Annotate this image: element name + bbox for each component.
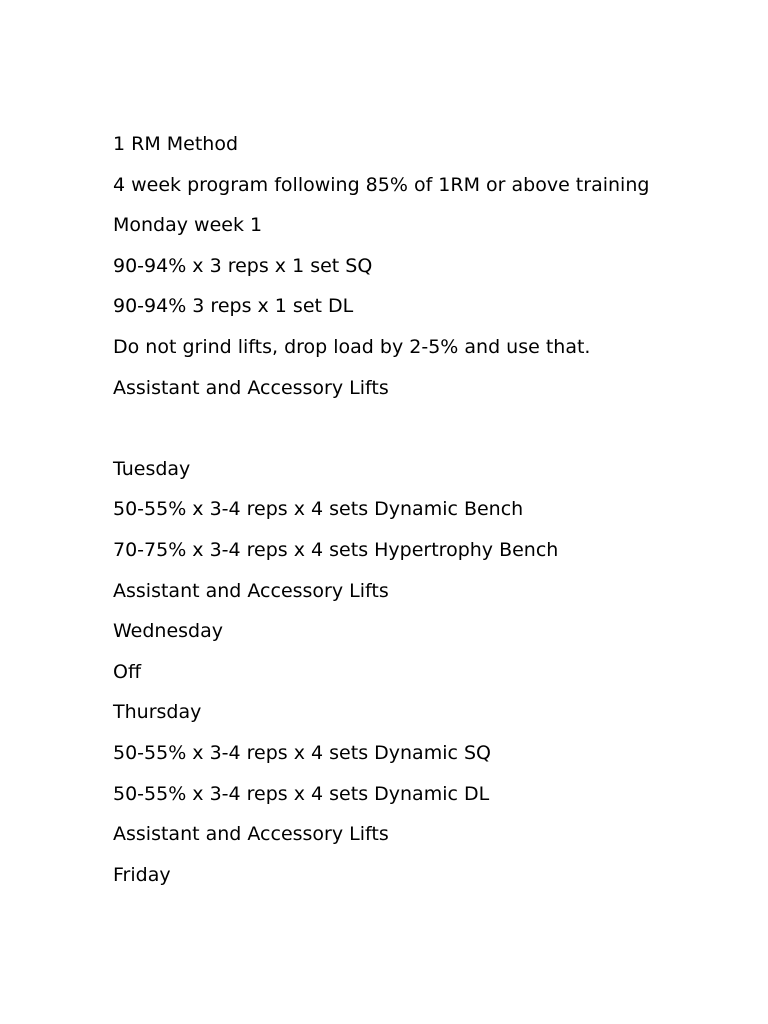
tuesday-line-2: 70-75% x 3-4 reps x 4 sets Hypertrophy Bench [113,538,559,561]
tuesday-line-1: 50-55% x 3-4 reps x 4 sets Dynamic Bench [113,498,524,521]
monday-line-2: 90-94% 3 reps x 1 set DL [113,295,354,318]
monday-line-1: 90-94% x 3 reps x 1 set SQ [113,254,373,277]
thursday-accessory: Assistant and Accessory Lifts [113,823,389,846]
day-heading-thursday: Thursday [113,701,202,724]
program-description: 4 week program following 85% of 1RM or above training [113,173,650,196]
day-heading-wednesday: Wednesday [113,620,224,643]
day-heading-tuesday: Tuesday [113,457,191,480]
monday-note: Do not grind lifts, drop load by 2-5% and use that. [113,335,591,358]
document-body [113,131,653,902]
doc-title: 1 RM Method [113,133,239,155]
day-heading-friday: Friday [113,863,171,886]
wednesday-line-1: Off [113,660,142,683]
thursday-line-2: 50-55% x 3-4 reps x 4 sets Dynamic DL [113,782,490,805]
tuesday-accessory: Assistant and Accessory Lifts [113,579,389,602]
monday-accessory: Assistant and Accessory Lifts [113,376,389,399]
day-heading-monday: Monday week 1 [113,214,263,237]
thursday-line-1: 50-55% x 3-4 reps x 4 sets Dynamic SQ [113,741,491,764]
empty-paragraph [113,415,653,442]
